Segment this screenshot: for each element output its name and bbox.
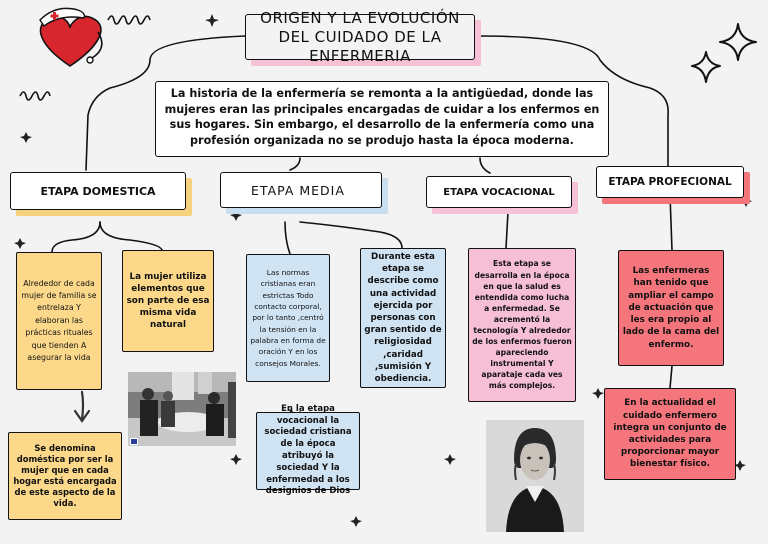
box-text: Durante esta etapa se describe como una actividad ejercida por personas con gran sentido de religiosidad ,caridad ,sumisión Y obediencia.: [364, 251, 442, 384]
media-box-2: [360, 248, 446, 388]
domestica-box-3: [8, 432, 122, 520]
media-box-1: [246, 254, 330, 382]
box-text: Se denomina doméstica por ser la mujer que en cada hogar está encargada de este aspecto de la vida.: [13, 443, 117, 508]
portrait-photo: [486, 420, 584, 532]
hospital-ward-photo: [128, 372, 236, 446]
box-text: Las normas cristianas eran estrictas Todo contacto corporal, por lo tanto ,centró la tensión en la palabra en forma de oración Y en los consejos Morales.: [250, 268, 326, 368]
arrow-down-icon: [75, 392, 89, 421]
nurse-heart-icon: [40, 8, 102, 66]
page-title: ORIGEN Y LA EVOLUCIÓN DEL CUIDADO DE LA ENFERMERIA: [260, 8, 460, 65]
box-text: La mujer utiliza elementos que son parte de esa misma vida natural: [126, 272, 210, 330]
domestica-box-2: [122, 250, 214, 352]
intro-text: La historia de la enfermería se remonta a la antigüedad, donde las mujeres eran las principales encargadas de cuidar a los enfermos en sus hogares. Sin embargo, el desarrollo de la enfermería como una profesión organizada no se produjo hasta la época moderna.: [155, 81, 609, 157]
flag-icon: [130, 438, 138, 445]
media-box-3: [256, 403, 360, 497]
title-box: [245, 8, 475, 65]
stage-header-media: [220, 172, 382, 208]
profecional-box-1: [618, 250, 724, 366]
box-text: Esta etapa se desarrolla en la época en que la salud es entendida como lucha a enfermedad. Se acrementó la tecnología Y alrededor de los enfermos fueron apareciendo instrumental Y aparataje cada ves más complejos.: [472, 259, 572, 391]
stage-header-vocacional: [426, 176, 572, 208]
stage-label: ETAPA PROFECIONAL: [608, 176, 732, 188]
box-text: Las enfermeras han tenido que ampliar el campo de actuación que les era propio al lado de la cama del enfermo.: [622, 266, 720, 350]
profecional-box-2: [604, 388, 736, 480]
stage-header-domestica: [10, 172, 186, 210]
sparkle-icon: [692, 24, 756, 82]
domestica-box-1: [16, 252, 102, 390]
stage-label: ETAPA DOMESTICA: [40, 184, 156, 198]
stage-label: ETAPA MEDIA: [251, 182, 345, 198]
box-text: Alrededor de cada mujer de familia se entrelaza Y elaboran las prácticas rituales que tienden A asegurar la vida: [21, 278, 97, 363]
vocacional-box-1: [468, 248, 576, 402]
box-text: En la actualidad el cuidado enfermero integra un conjunto de actividades para proporcionar mayor bienestar físico.: [613, 398, 727, 470]
stage-label: ETAPA VOCACIONAL: [443, 186, 555, 198]
box-text: En la etapa vocacional la sociedad cristiana de la época atribuyó la sociedad Y la enfermedad a los designios de Dios: [264, 403, 352, 497]
stage-header-profecional: [596, 166, 744, 198]
